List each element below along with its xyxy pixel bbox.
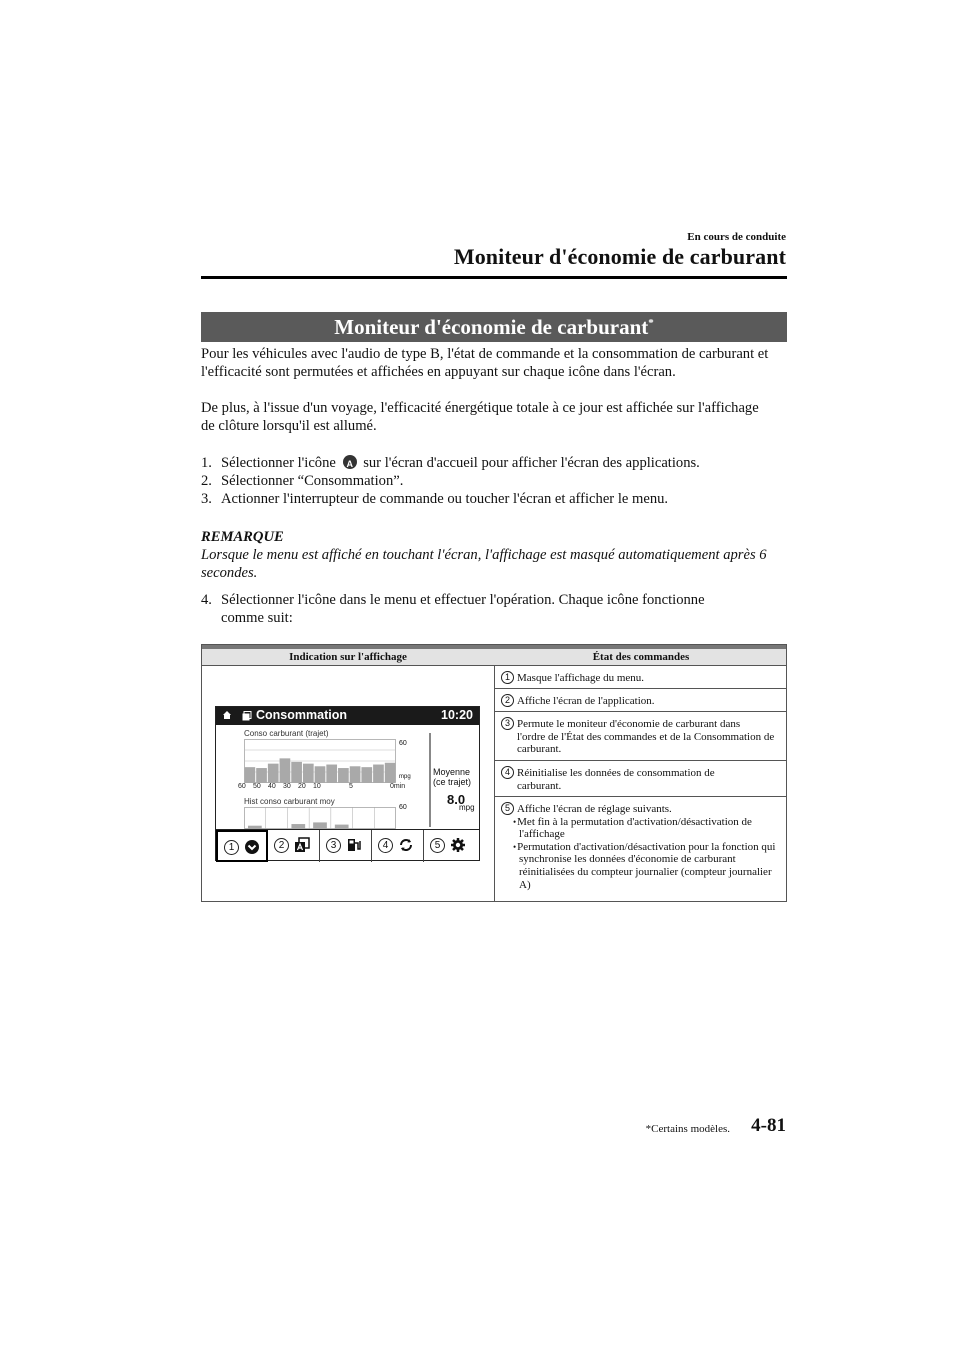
menu-switch-monitor-button[interactable] (320, 830, 372, 862)
chart-bar (315, 766, 326, 783)
row-text-continued: carburant. (517, 779, 562, 792)
number-badge: 5 (501, 802, 514, 815)
chart-bar (256, 768, 267, 783)
section-label: En cours de conduite (687, 231, 786, 243)
page-header-title: Moniteur d'économie de carburant (453, 244, 786, 269)
screen-divider (429, 733, 431, 827)
step-text: Sélectionner l'icône (221, 455, 336, 471)
tick-label: 5 (349, 783, 353, 790)
average-unit: mpg (459, 803, 475, 812)
history-bar (313, 822, 327, 829)
bullet-item: • Met fin à la permutation d'activation/désactivation de l'affichage (501, 816, 781, 841)
step-number: 2. (201, 473, 212, 489)
fuel-pump-icon (346, 837, 362, 853)
history-consumption-chart (244, 807, 396, 829)
menu-number: 4 (378, 838, 393, 853)
step-2 (201, 472, 787, 490)
number-badge: 2 (501, 694, 514, 707)
menu-settings-button[interactable] (424, 830, 479, 862)
step-number: 1. (201, 455, 212, 471)
row-text: Masque l'affichage du menu. (517, 672, 645, 684)
menu-number: 1 (224, 840, 239, 855)
chart-bar (350, 766, 361, 783)
tick-label: 60 (238, 783, 246, 790)
trip-chart-label: Conso carburant (trajet) (244, 729, 329, 738)
chart-bar (245, 767, 256, 783)
screen-title: Consommation (256, 708, 347, 722)
chart-bar (385, 763, 396, 783)
tick-label: 20 (298, 783, 306, 790)
table-row (495, 666, 787, 689)
page-number: 4-81 (751, 1115, 786, 1136)
chart-bar (326, 765, 337, 783)
number-badge: 3 (501, 717, 514, 730)
row-text: Affiche l'écran de réglage suivants. (517, 803, 672, 815)
menu-number: 3 (326, 838, 341, 853)
menu-reset-button[interactable] (372, 830, 424, 862)
chart-bar (373, 765, 384, 783)
row-text: Permute le moniteur d'économie de carburant dans (517, 718, 741, 730)
intro-paragraph-2: De plus, à l'issue d'un voyage, l'efficacité énergétique totale à ce jour est affichée sur l'affichage de clôture lorsqu'il est allumé. (201, 400, 759, 435)
column-header-etat: État des commandes (592, 651, 690, 663)
step-text: Sélectionner l'icône dans le menu et effectuer l'opération. Chaque icône fonctionne (221, 592, 705, 608)
applications-icon (343, 455, 357, 469)
app-icon (242, 711, 252, 721)
bullet-item: • Permutation d'activation/désactivation pour la fonction qui synchronise les données d'économie de carburant réinitialisées du compteur journalier (compteur journalier A) (501, 841, 781, 891)
table-row (495, 761, 787, 797)
section-banner (201, 312, 787, 342)
column-header-indication: Indication sur l'affichage (289, 651, 407, 663)
menu-applications-button[interactable] (268, 830, 320, 862)
step-text: Actionner l'interrupteur de commande ou toucher l'écran et afficher le menu. (221, 491, 669, 507)
screen-menu-bar (216, 829, 479, 862)
menu-number: 5 (430, 838, 445, 853)
chevron-down-icon (244, 839, 260, 855)
step-1 (201, 454, 787, 472)
tick-label: 30 (283, 783, 291, 790)
row-text: Affiche l'écran de l'application. (517, 695, 655, 707)
screen-clock: 10:20 (441, 708, 473, 722)
y-axis-unit: mpg (399, 774, 411, 780)
tick-label: 40 (268, 783, 276, 790)
row-text-continued: l'ordre de l'État des commandes et de la Consommation de carburant. (517, 730, 775, 756)
step-number: 3. (201, 491, 212, 507)
chart-bar (280, 758, 291, 783)
number-badge: 1 (501, 671, 514, 684)
row-text: Réinitialise les données de consommation de (517, 767, 715, 779)
table-row (495, 797, 787, 901)
menu-number: 2 (274, 838, 289, 853)
footnote: *Certains modèles. (645, 1123, 730, 1135)
step-text: sur l'écran d'accueil pour afficher l'écran des applications. (363, 455, 700, 471)
chart-bar (303, 764, 314, 783)
average-label (433, 767, 471, 787)
step-text: Sélectionner “Consommation”. (221, 473, 404, 489)
trip-consumption-chart (244, 739, 396, 783)
remarque-text: Lorsque le menu est affiché en touchant l'écran, l'affichage est masqué automatiquement après 6 secondes. (201, 547, 767, 582)
step-4 (201, 591, 787, 627)
intro-paragraph-1: Pour les véhicules avec l'audio de type B, l'état de commande et la consommation de carburant et l'efficacité sont permutées et affichées en appuyant sur chaque icône dans l'écran. (201, 346, 769, 381)
history-chart-label: Hist conso carburant moy (244, 797, 335, 806)
table-row (495, 712, 787, 761)
menu-hide-button[interactable] (216, 830, 268, 862)
table-row (495, 689, 787, 712)
average-label-line2: (ce trajet) (433, 777, 472, 787)
chart-bar (291, 762, 302, 783)
home-icon[interactable] (222, 710, 232, 720)
chart-bar (338, 768, 349, 783)
step-number: 4. (201, 592, 212, 608)
header-rule (201, 276, 787, 279)
consommation-screen-illustration (215, 706, 480, 861)
tick-label: 10 (313, 783, 321, 790)
chart-bar (361, 767, 372, 783)
banner-asterisk: * (648, 317, 654, 329)
tick-label: 50 (253, 783, 261, 790)
average-label-line1: Moyenne (433, 767, 471, 777)
number-badge: 4 (501, 766, 514, 779)
applications-icon (294, 837, 310, 853)
chart-bar (268, 764, 279, 783)
average-value: 8.0 (447, 792, 466, 807)
banner-title: Moniteur d'économie de carburant (334, 315, 649, 339)
y-axis-max: 60 (399, 740, 407, 747)
tick-label: 0min (390, 783, 406, 790)
history-y-max: 60 (399, 804, 407, 811)
gear-icon (450, 837, 466, 853)
screen-title-bar (216, 707, 479, 725)
reset-icon (398, 837, 414, 853)
table-header (202, 649, 786, 666)
remarque-label: REMARQUE (201, 529, 284, 545)
step-text-continued: comme suit: (221, 610, 293, 627)
step-3 (201, 490, 787, 508)
